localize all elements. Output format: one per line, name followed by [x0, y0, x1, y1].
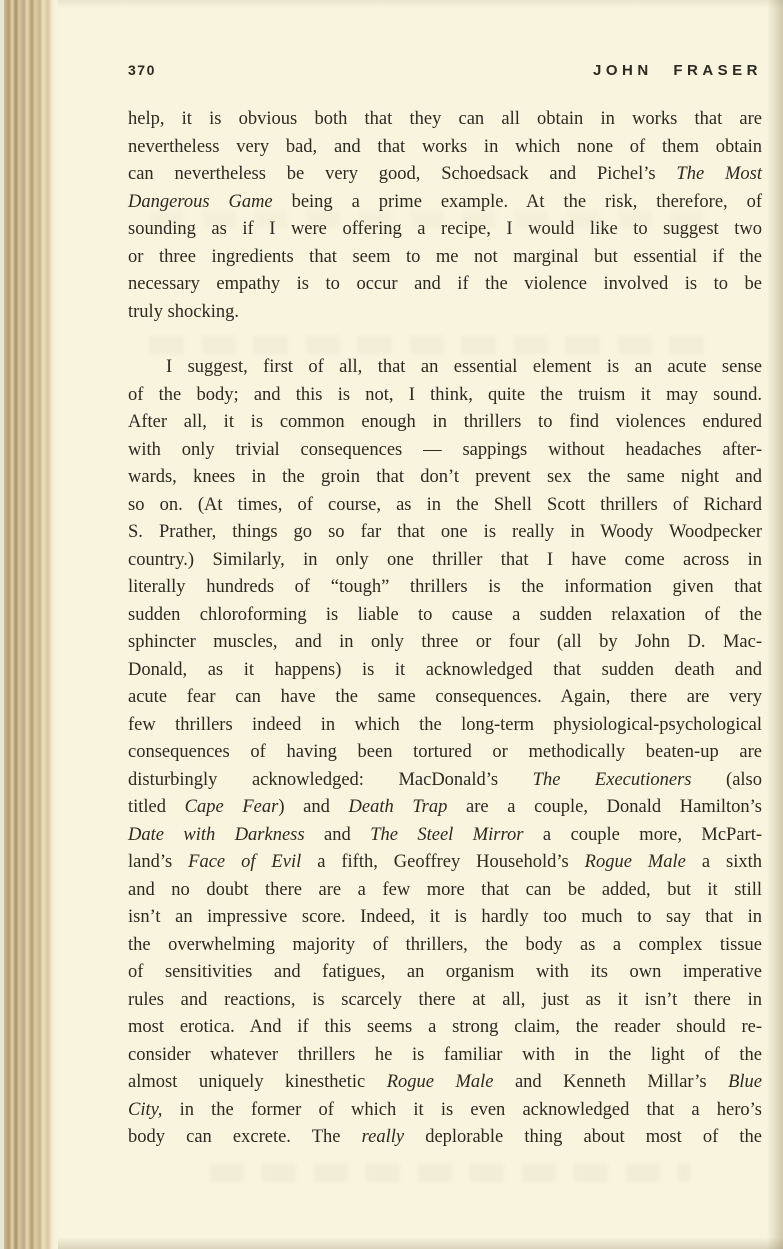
italic-title-text: Rogue Male — [584, 852, 686, 872]
print-bleed-through — [210, 1164, 690, 1182]
text-line — [128, 299, 762, 327]
body-text: and Kenneth Millar’s — [493, 1072, 729, 1092]
text-block — [128, 106, 762, 1152]
body-text: nevertheless very bad, and that works in which none of them obtain — [128, 136, 762, 157]
text-line — [128, 1042, 762, 1070]
text-line — [128, 849, 762, 877]
italic-title-text: Date with Darkness — [128, 824, 305, 845]
body-text: and no doubt there are a few more that can be added, but it still — [128, 879, 762, 900]
body-text: deplorable thing about most of the — [404, 1127, 762, 1147]
text-line — [128, 216, 762, 244]
body-text: a couple more, McPart- — [523, 824, 763, 845]
body-text: literally hundreds of “tough” thrillers is the information given that — [128, 577, 762, 597]
text-line — [128, 244, 762, 272]
italic-title-text: really — [361, 1127, 405, 1147]
body-text: S. Prather, things go so far that one is really in Woody Woodpecker — [128, 522, 762, 542]
body-text: of sensitivities and fatigues, an organism with its own imperative — [128, 962, 762, 982]
text-line — [128, 712, 762, 740]
body-text: body can excrete. The — [128, 1127, 362, 1147]
text-line — [128, 987, 762, 1015]
text-line — [128, 657, 762, 685]
body-text: most erotica. And if this seems a strong claim, the reader should re- — [128, 1017, 762, 1037]
body-text: can nevertheless be very good, Schoedsack and Pichel’s — [128, 164, 677, 184]
body-text: and — [304, 824, 371, 845]
body-text: almost uniquely kinesthetic — [128, 1072, 387, 1092]
body-text: country.) Similarly, in only one thriller that I have come across in — [128, 549, 762, 570]
italic-title-text: Dangerous Game — [128, 191, 273, 212]
body-text: rules and reactions, is scarcely there at all, just as it isn’t there in — [128, 989, 762, 1010]
body-text: Donald, as it happens) is it acknowledged that sudden death and — [128, 659, 762, 680]
book-gutter-page-edges — [0, 0, 58, 1249]
text-line — [128, 382, 762, 410]
body-text: in the former of which it is even acknowledged that a hero’s — [162, 1099, 762, 1120]
text-line — [128, 574, 762, 602]
body-text: a sixth — [685, 852, 762, 872]
body-text: I suggest, first of all, that an essential element is an acute sense — [166, 357, 762, 377]
text-line — [128, 877, 762, 905]
text-line — [128, 932, 762, 960]
text-line — [128, 794, 762, 822]
body-text: are a couple, Donald Hamilton’s — [447, 797, 762, 817]
body-text: sphincter muscles, and in only three or four (all by John D. Mac- — [128, 632, 762, 652]
text-line — [128, 629, 762, 657]
paragraph — [128, 354, 762, 1152]
body-text: consider whatever thrillers he is familiar with in the light of the — [128, 1044, 762, 1065]
page-bottom-edge-shadow — [58, 1237, 783, 1249]
text-line — [128, 354, 762, 382]
body-text: ) and — [278, 797, 349, 817]
text-line — [128, 959, 762, 987]
body-text: truly shocking. — [128, 301, 239, 322]
italic-title-text: City, — [128, 1099, 163, 1120]
page-number: 370 — [128, 62, 156, 78]
italic-title-text: The Executioners — [532, 769, 692, 790]
body-text: necessary empathy is to occur and if the violence involved is to be — [128, 274, 762, 294]
italic-title-text: The Steel Mirror — [370, 824, 524, 845]
body-text: of the body; and this is not, I think, quite the truism it may sound. — [128, 384, 762, 405]
italic-title-text: Death Trap — [348, 797, 448, 817]
paragraph — [128, 106, 762, 326]
page-top-edge-shadow — [58, 0, 783, 8]
text-line — [128, 134, 762, 162]
body-text: titled — [128, 797, 185, 817]
text-line — [128, 1097, 762, 1125]
body-text: sounding as if I were offering a recipe, I would like to suggest two — [128, 219, 762, 239]
body-text: (also — [691, 769, 763, 790]
text-line — [128, 271, 762, 299]
body-text: with only trivial consequences — sappings without headaches after- — [128, 439, 762, 460]
text-line — [128, 161, 762, 189]
page-right-edge-shadow — [767, 0, 783, 1249]
italic-title-text: Blue — [728, 1072, 762, 1092]
body-text: wards, knees in the groin that don’t prevent sex the same night and — [128, 467, 762, 487]
italic-title-text: The Most — [676, 164, 762, 184]
body-text: or three ingredients that seem to me not marginal but essential if the — [128, 246, 762, 267]
body-text: land’s — [128, 852, 189, 872]
body-text: After all, it is common enough in thrillers to find violences endured — [128, 412, 762, 432]
text-line — [128, 492, 762, 520]
text-line — [128, 602, 762, 630]
running-head — [128, 62, 762, 79]
text-line — [128, 547, 762, 575]
text-line — [128, 1069, 762, 1097]
body-text: being a prime example. At the risk, therefore, of — [272, 191, 763, 212]
text-line — [128, 739, 762, 767]
text-line — [128, 1014, 762, 1042]
text-line — [128, 189, 762, 217]
body-text: the overwhelming majority of thrillers, the body as a complex tissue — [128, 934, 762, 955]
body-text: few thrillers indeed in which the long-term physiological-psychological — [128, 714, 762, 735]
italic-title-text: Rogue Male — [386, 1072, 494, 1092]
running-head-author: JOHN FRASER — [592, 62, 762, 79]
body-text: so on. (At times, of course, as in the Shell Scott thrillers of Richard — [128, 494, 762, 515]
italic-title-text: Cape Fear — [184, 797, 279, 817]
body-text: acute fear can have the same consequences. Again, there are very — [128, 687, 762, 707]
text-line — [128, 767, 762, 795]
text-line — [128, 464, 762, 492]
body-text: help, it is obvious both that they can all obtain in works that are — [128, 109, 762, 129]
text-line — [128, 822, 762, 850]
text-line — [128, 1124, 762, 1152]
text-line — [128, 437, 762, 465]
body-text: a fifth, Geoffrey Household’s — [301, 852, 585, 872]
text-line — [128, 904, 762, 932]
body-text: disturbingly acknowledged: MacDonald’s — [128, 769, 533, 790]
body-text: consequences of having been tortured or methodically beaten-up are — [128, 742, 762, 762]
text-line — [128, 519, 762, 547]
text-line — [128, 409, 762, 437]
body-text: sudden chloroforming is liable to cause a sudden relaxation of the — [128, 604, 762, 625]
text-line — [128, 106, 762, 134]
text-line — [128, 684, 762, 712]
italic-title-text: Face of Evil — [188, 852, 302, 872]
body-text: isn’t an impressive score. Indeed, it is hardly too much to say that in — [128, 907, 762, 927]
